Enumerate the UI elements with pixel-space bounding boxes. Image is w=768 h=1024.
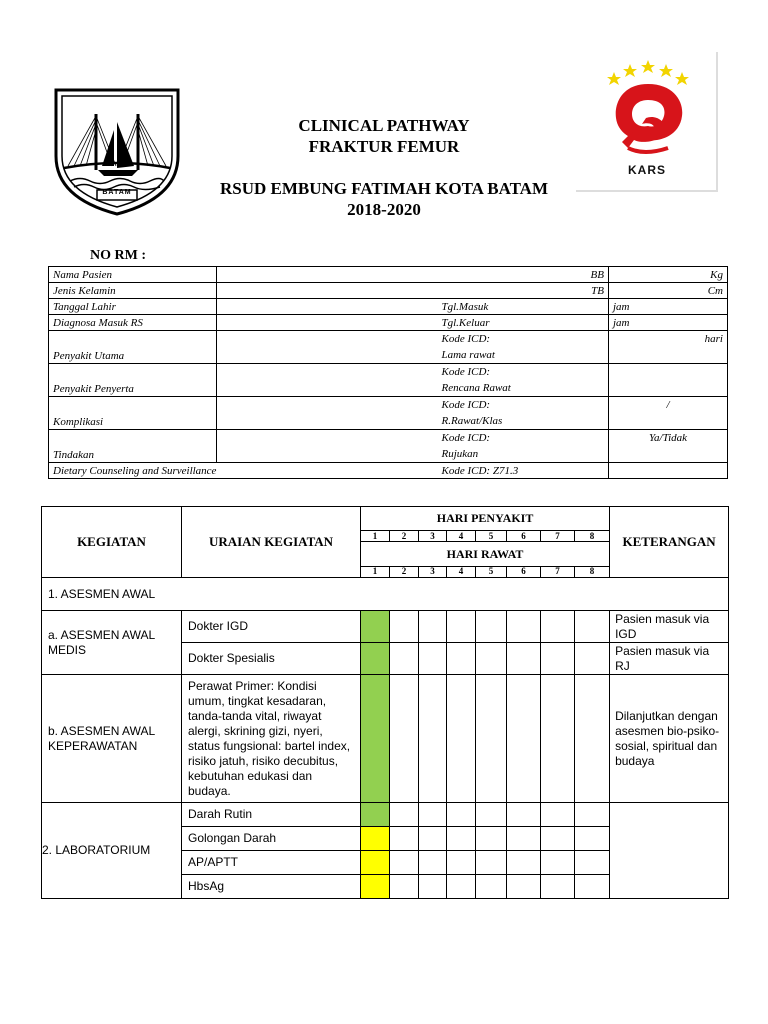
day-cell[interactable]: [575, 611, 610, 643]
day-cell[interactable]: [541, 827, 575, 851]
label-rujukan: Rujukan: [441, 448, 479, 460]
table-row: [42, 675, 729, 803]
day-cell[interactable]: [447, 827, 476, 851]
hp-day: 5: [476, 531, 507, 542]
hp-day: 4: [447, 531, 476, 542]
day-cell[interactable]: [476, 851, 507, 875]
field-rencana-rawat[interactable]: [609, 364, 728, 397]
day-cell[interactable]: [575, 851, 610, 875]
title-line-2: FRAKTUR FEMUR: [308, 137, 460, 156]
day-cell[interactable]: [541, 851, 575, 875]
day-cell[interactable]: [476, 643, 507, 675]
day-cell[interactable]: [507, 875, 541, 899]
day-cell[interactable]: [419, 675, 447, 803]
label-tindakan: Tindakan: [49, 430, 217, 463]
unit-cm[interactable]: Cm: [609, 283, 728, 299]
hospital-name: RSUD EMBUNG FATIMAH KOTA BATAM: [219, 179, 549, 198]
hr-day: 7: [541, 566, 575, 577]
field-penyakit-penyerta[interactable]: [217, 364, 438, 397]
day-cell[interactable]: [507, 827, 541, 851]
kars-logo-text: KARS: [627, 163, 666, 177]
row-dietary: [49, 463, 728, 479]
hr-day: 4: [447, 566, 476, 577]
batam-crest-logo: [50, 86, 184, 218]
hp-day: 7: [541, 531, 575, 542]
table-row: [42, 611, 729, 643]
day-cell[interactable]: [476, 675, 507, 803]
keterangan-lab: [610, 803, 729, 899]
kode-icd-rawat-klas: [438, 397, 609, 430]
day-cell[interactable]: [390, 827, 419, 851]
field-rujukan[interactable]: Ya/Tidak: [609, 430, 728, 463]
no-rm-label: NO RM :: [90, 248, 146, 263]
hr-day: 6: [507, 566, 541, 577]
hp-day: 6: [507, 531, 541, 542]
day-cell[interactable]: [390, 875, 419, 899]
label-tgl-masuk: Tgl.Masuk: [438, 299, 609, 315]
title-line-1: CLINICAL PATHWAY: [298, 116, 470, 135]
day-cell[interactable]: [419, 851, 447, 875]
day-cell[interactable]: [541, 643, 575, 675]
label-kode-icd-4: Kode ICD:: [441, 432, 491, 444]
day-cell[interactable]: [507, 675, 541, 803]
day-cell[interactable]: [541, 803, 575, 827]
header-hari-penyakit: HARI PENYAKIT: [361, 507, 610, 531]
day-cell[interactable]: [575, 827, 610, 851]
label-tgl-keluar: Tgl.Keluar: [438, 315, 609, 331]
day-cell[interactable]: [390, 675, 419, 803]
label-jenis-kelamin: Jenis Kelamin: [49, 283, 217, 299]
crest-banner-text: BATAM: [102, 189, 132, 196]
day-cell[interactable]: [507, 643, 541, 675]
label-kode-icd-1: Kode ICD:: [441, 333, 491, 345]
label-dietary: Dietary Counseling and Surveillance: [49, 463, 438, 479]
day-cell-green[interactable]: [361, 611, 390, 643]
day-cell-green[interactable]: [361, 803, 390, 827]
day-cell-yellow[interactable]: [361, 827, 390, 851]
day-cell[interactable]: [575, 643, 610, 675]
day-cell[interactable]: [447, 643, 476, 675]
label-lama-rawat: Lama rawat: [441, 349, 495, 361]
label-kode-icd-2: Kode ICD:: [441, 366, 491, 378]
keterangan-perawat: Dilanjutkan dengan asesmen bio-psiko- sosial, spiritual dan budaya: [610, 675, 729, 803]
hp-day: 3: [419, 531, 447, 542]
day-cell[interactable]: [419, 643, 447, 675]
hr-day: 3: [419, 566, 447, 577]
day-cell[interactable]: [507, 803, 541, 827]
field-jam-masuk[interactable]: jam: [609, 299, 728, 315]
field-penyakit-utama[interactable]: [217, 331, 438, 364]
field-dietary[interactable]: [609, 463, 728, 479]
kode-icd-lama-rawat: [438, 331, 609, 364]
day-cell[interactable]: [575, 803, 610, 827]
a-asesmen-medis-label: a. ASESMEN AWAL MEDIS: [42, 611, 182, 675]
hp-day: 1: [361, 531, 390, 542]
day-cell[interactable]: [575, 675, 610, 803]
day-cell[interactable]: [575, 875, 610, 899]
row-komplikasi: [49, 397, 728, 430]
hr-day: 8: [575, 566, 610, 577]
label-kode-icd-z: Kode ICD: Z71.3: [438, 463, 609, 479]
years: 2018-2020: [347, 200, 421, 219]
day-cell[interactable]: [390, 851, 419, 875]
label-diagnosa: Diagnosa Masuk RS: [49, 315, 217, 331]
day-cell-yellow[interactable]: [361, 851, 390, 875]
kars-logo: [576, 52, 718, 192]
section-1-title: 1. ASESMEN AWAL: [42, 578, 729, 611]
hp-day: 2: [390, 531, 419, 542]
day-cell[interactable]: [476, 803, 507, 827]
table-row: [42, 803, 729, 827]
field-diagnosa[interactable]: [217, 315, 438, 331]
day-cell[interactable]: [541, 875, 575, 899]
day-cell[interactable]: [541, 675, 575, 803]
lab-item: Darah Rutin: [182, 803, 361, 827]
row-nama: [49, 267, 728, 283]
field-jam-keluar[interactable]: jam: [609, 315, 728, 331]
label-rawat-klas: R.Rawat/Klas: [441, 415, 503, 427]
unit-kg[interactable]: Kg: [609, 267, 728, 283]
header-kegiatan: KEGIATAN: [42, 507, 182, 578]
field-lama-rawat[interactable]: hari: [609, 331, 728, 364]
patient-info-table: [48, 266, 728, 479]
day-cell-yellow[interactable]: [361, 875, 390, 899]
field-tanggal-lahir[interactable]: [217, 299, 438, 315]
header-uraian: URAIAN KEGIATAN: [182, 507, 361, 578]
activities-table: [41, 506, 729, 899]
header-hari-rawat: HARI RAWAT: [361, 542, 610, 566]
b-asesmen-keperawatan-label: b. ASESMEN AWAL KEPERAWATAN: [42, 675, 182, 803]
hr-day: 5: [476, 566, 507, 577]
field-komplikasi[interactable]: [217, 397, 438, 430]
lab-item: Golongan Darah: [182, 827, 361, 851]
label-penyakit-penyerta: Penyakit Penyerta: [49, 364, 217, 397]
row-tanggal-lahir: [49, 299, 728, 315]
lab-item: HbsAg: [182, 875, 361, 899]
hp-day: 8: [575, 531, 610, 542]
label-rencana-rawat: Rencana Rawat: [441, 382, 511, 394]
laboratorium-label: 2. LABORATORIUM: [42, 803, 182, 899]
field-rawat-klas[interactable]: /: [609, 397, 728, 430]
label-tanggal-lahir: Tanggal Lahir: [49, 299, 217, 315]
field-tindakan[interactable]: [217, 430, 438, 463]
day-cell[interactable]: [390, 803, 419, 827]
perawat-primer-text: Perawat Primer: Kondisi umum, tingkat kesadaran, tanda-tanda vital, riwayat alergi, skrining gizi, nyeri, status fungsional: bartel index, risiko jatuh, risiko decubitus, kebutuhan edukasi dan budaya.: [182, 675, 361, 803]
day-cell[interactable]: [507, 851, 541, 875]
keterangan-igd: Pasien masuk via IGD: [610, 611, 729, 643]
row-penyakit-utama: [49, 331, 728, 364]
section-asesmen-awal: [42, 578, 729, 611]
dokter-igd: Dokter IGD: [182, 611, 361, 643]
hr-day: 1: [361, 566, 390, 577]
day-cell[interactable]: [447, 611, 476, 643]
label-tb: TB: [438, 283, 609, 299]
kode-icd-rujukan: [438, 430, 609, 463]
day-cell[interactable]: [419, 875, 447, 899]
label-penyakit-utama: Penyakit Utama: [49, 331, 217, 364]
day-cell-green[interactable]: [361, 675, 390, 803]
day-cell[interactable]: [419, 827, 447, 851]
day-cell[interactable]: [419, 611, 447, 643]
day-cell[interactable]: [390, 611, 419, 643]
lab-item: AP/APTT: [182, 851, 361, 875]
row-diagnosa: [49, 315, 728, 331]
keterangan-rj: Pasien masuk via RJ: [610, 643, 729, 675]
label-komplikasi: Komplikasi: [49, 397, 217, 430]
day-cell[interactable]: [447, 675, 476, 803]
day-cell[interactable]: [447, 851, 476, 875]
field-nama-pasien[interactable]: [217, 267, 438, 283]
row-tindakan: [49, 430, 728, 463]
header-keterangan: KETERANGAN: [610, 507, 729, 578]
day-cell[interactable]: [507, 611, 541, 643]
field-jenis-kelamin[interactable]: [217, 283, 438, 299]
day-cell[interactable]: [447, 803, 476, 827]
label-kode-icd-3: Kode ICD:: [441, 399, 491, 411]
day-cell[interactable]: [447, 875, 476, 899]
day-cell[interactable]: [476, 827, 507, 851]
label-nama-pasien: Nama Pasien: [49, 267, 217, 283]
kode-icd-rencana-rawat: [438, 364, 609, 397]
dokter-spesialis: Dokter Spesialis: [182, 643, 361, 675]
day-cell-green[interactable]: [361, 643, 390, 675]
day-cell[interactable]: [541, 611, 575, 643]
row-jenis-kelamin: [49, 283, 728, 299]
label-bb: BB: [438, 267, 609, 283]
day-cell[interactable]: [476, 875, 507, 899]
row-penyakit-penyerta: [49, 364, 728, 397]
day-cell[interactable]: [476, 611, 507, 643]
day-cell[interactable]: [390, 643, 419, 675]
day-cell[interactable]: [419, 803, 447, 827]
hr-day: 2: [390, 566, 419, 577]
